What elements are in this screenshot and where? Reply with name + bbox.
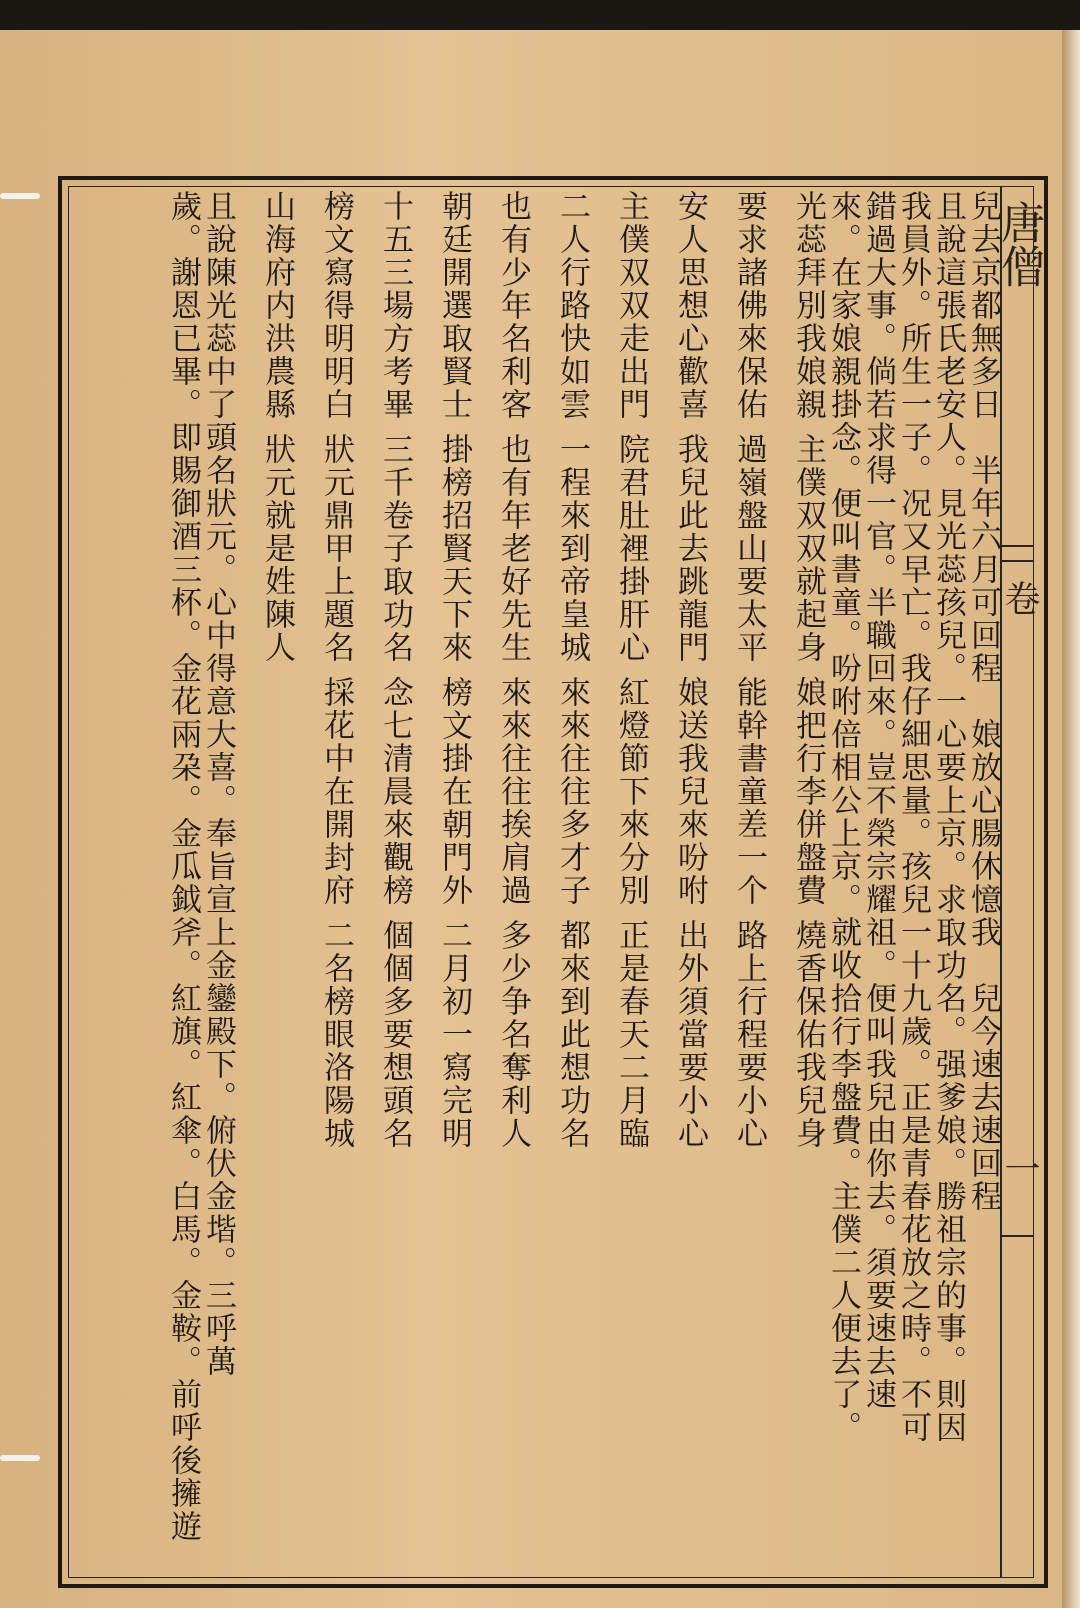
page-right-edge	[1062, 30, 1080, 1608]
verse-line: 山海府内洪農縣	[259, 190, 295, 421]
verse-line: 院君肚裡掛肝心	[613, 432, 649, 664]
verse-line: 能幹書童差一个	[731, 675, 767, 907]
verse-column	[353, 190, 412, 1570]
verse-line: 採花中在開封府	[318, 675, 354, 907]
banxin-folio-number: 一	[999, 1150, 1040, 1186]
binding-thread-bottom	[0, 1455, 40, 1461]
text-column: 來。在家娘親掛念。便叫書童。吩咐倍相公上京。就收拾行李盤費。主僕二人便去了。	[825, 190, 861, 1444]
verse-line: 來來往往多才子	[554, 675, 590, 907]
verse-line: 都來到此想功名	[554, 918, 590, 1150]
verse-line: 榜文掛在朝門外	[436, 675, 472, 907]
verse-line: 正是春天二月臨	[613, 918, 649, 1150]
banxin-title: 唐僧	[993, 200, 1044, 288]
text-column: 我員外。所生一子。况又早亡。我仔細思量。孩兒一十九歲。正是青春花放之時。不可	[895, 190, 931, 1444]
verse-column	[294, 190, 353, 1570]
verse-column	[235, 190, 294, 1570]
verse-line: 我兒此去跳龍門	[672, 432, 708, 664]
verse-line: 二名榜眼洛陽城	[318, 918, 354, 1150]
verse-line: 二月初一寫完明	[436, 918, 472, 1150]
verse-line: 也有少年名利客	[495, 190, 531, 421]
text-column: 歲。謝恩已畢。即賜御酒三杯。金花兩朶。金瓜鉞斧。紅旗。紅傘。白馬。金鞍。前呼後擁遊	[165, 190, 201, 1543]
verse-line: 個個多要想頭名	[377, 918, 413, 1150]
verse-line: 出外須當要小心	[672, 918, 708, 1150]
verse-line: 路上行程要小心	[731, 918, 767, 1150]
verse-line: 紅燈節下來分別	[613, 675, 649, 907]
verse-line: 娘把行李併盤費	[790, 675, 826, 907]
verse-line: 也有年老好先生	[495, 432, 531, 664]
verse-line: 狀元鼎甲上題名	[318, 432, 354, 664]
verse-line: 主僕双双就起身	[790, 432, 826, 664]
verse-line: 狀元就是姓陳人	[259, 432, 295, 664]
verse-line: 主僕双双走出門	[613, 190, 649, 421]
verse-line: 娘送我兒來吩咐	[672, 675, 708, 907]
verse-line: 過嶺盤山要太平	[731, 432, 767, 664]
verse-column	[471, 190, 530, 1570]
verse-line: 念七清晨來觀榜	[377, 675, 413, 907]
verse-line: 三千卷子取功名	[377, 432, 413, 664]
verse-line: 燒香保佑我兒身	[790, 918, 826, 1150]
banxin-juan: 卷	[999, 580, 1040, 616]
text-column: 錯過大事。倘若求得一官。半職回來。豈不榮宗耀祖。便叫我兒由你去。須要速去速	[860, 190, 896, 1411]
verse-line: 要求諸佛來保佑	[731, 190, 767, 421]
banxin-column	[993, 186, 1044, 1578]
verse-column	[412, 190, 471, 1570]
text-column: 兒去京都無多日 半年六月可回程 娘放心腸休憶我 兒今速去速回程	[965, 190, 1001, 1213]
verse-column	[766, 190, 825, 1570]
fishtail-line-2	[1002, 560, 1034, 562]
verse-line: 榜文寫得明明白	[318, 190, 354, 421]
verse-line: 十五三場方考畢	[377, 190, 413, 421]
binding-thread-top	[0, 193, 40, 199]
verse-line: 掛榜招賢天下來	[436, 432, 472, 664]
fishtail-line-1	[1002, 545, 1034, 547]
verse-line: 朝廷開選取賢士	[436, 190, 472, 421]
main-text-block	[70, 190, 1000, 1570]
verse-line: 來來往往挨肩過	[495, 675, 531, 907]
text-column: 且說陳光蕊中了頭名狀元。心中得意大喜。奉旨宣上金鑾殿下。俯伏金堦。三呼萬	[200, 190, 236, 1378]
text-column: 且說這張氏老安人。見光蕊孩兒。一心要上京。求取功名。强爹娘。勝祖宗的事。則因	[930, 190, 966, 1444]
verse-column	[589, 190, 648, 1570]
fishtail-line-3	[1002, 1235, 1034, 1237]
scan-top-band	[0, 0, 1080, 30]
verse-line: 安人思想心歡喜	[672, 190, 708, 421]
verse-line: 多少争名奪利人	[495, 918, 531, 1150]
verse-column	[707, 190, 766, 1570]
verse-line: 二人行路快如雲	[554, 190, 590, 421]
verse-line: 光蕊拜別我娘親	[790, 190, 826, 421]
verse-column	[530, 190, 589, 1570]
verse-line: 一程來到帝皇城	[554, 432, 590, 664]
verse-column	[648, 190, 707, 1570]
